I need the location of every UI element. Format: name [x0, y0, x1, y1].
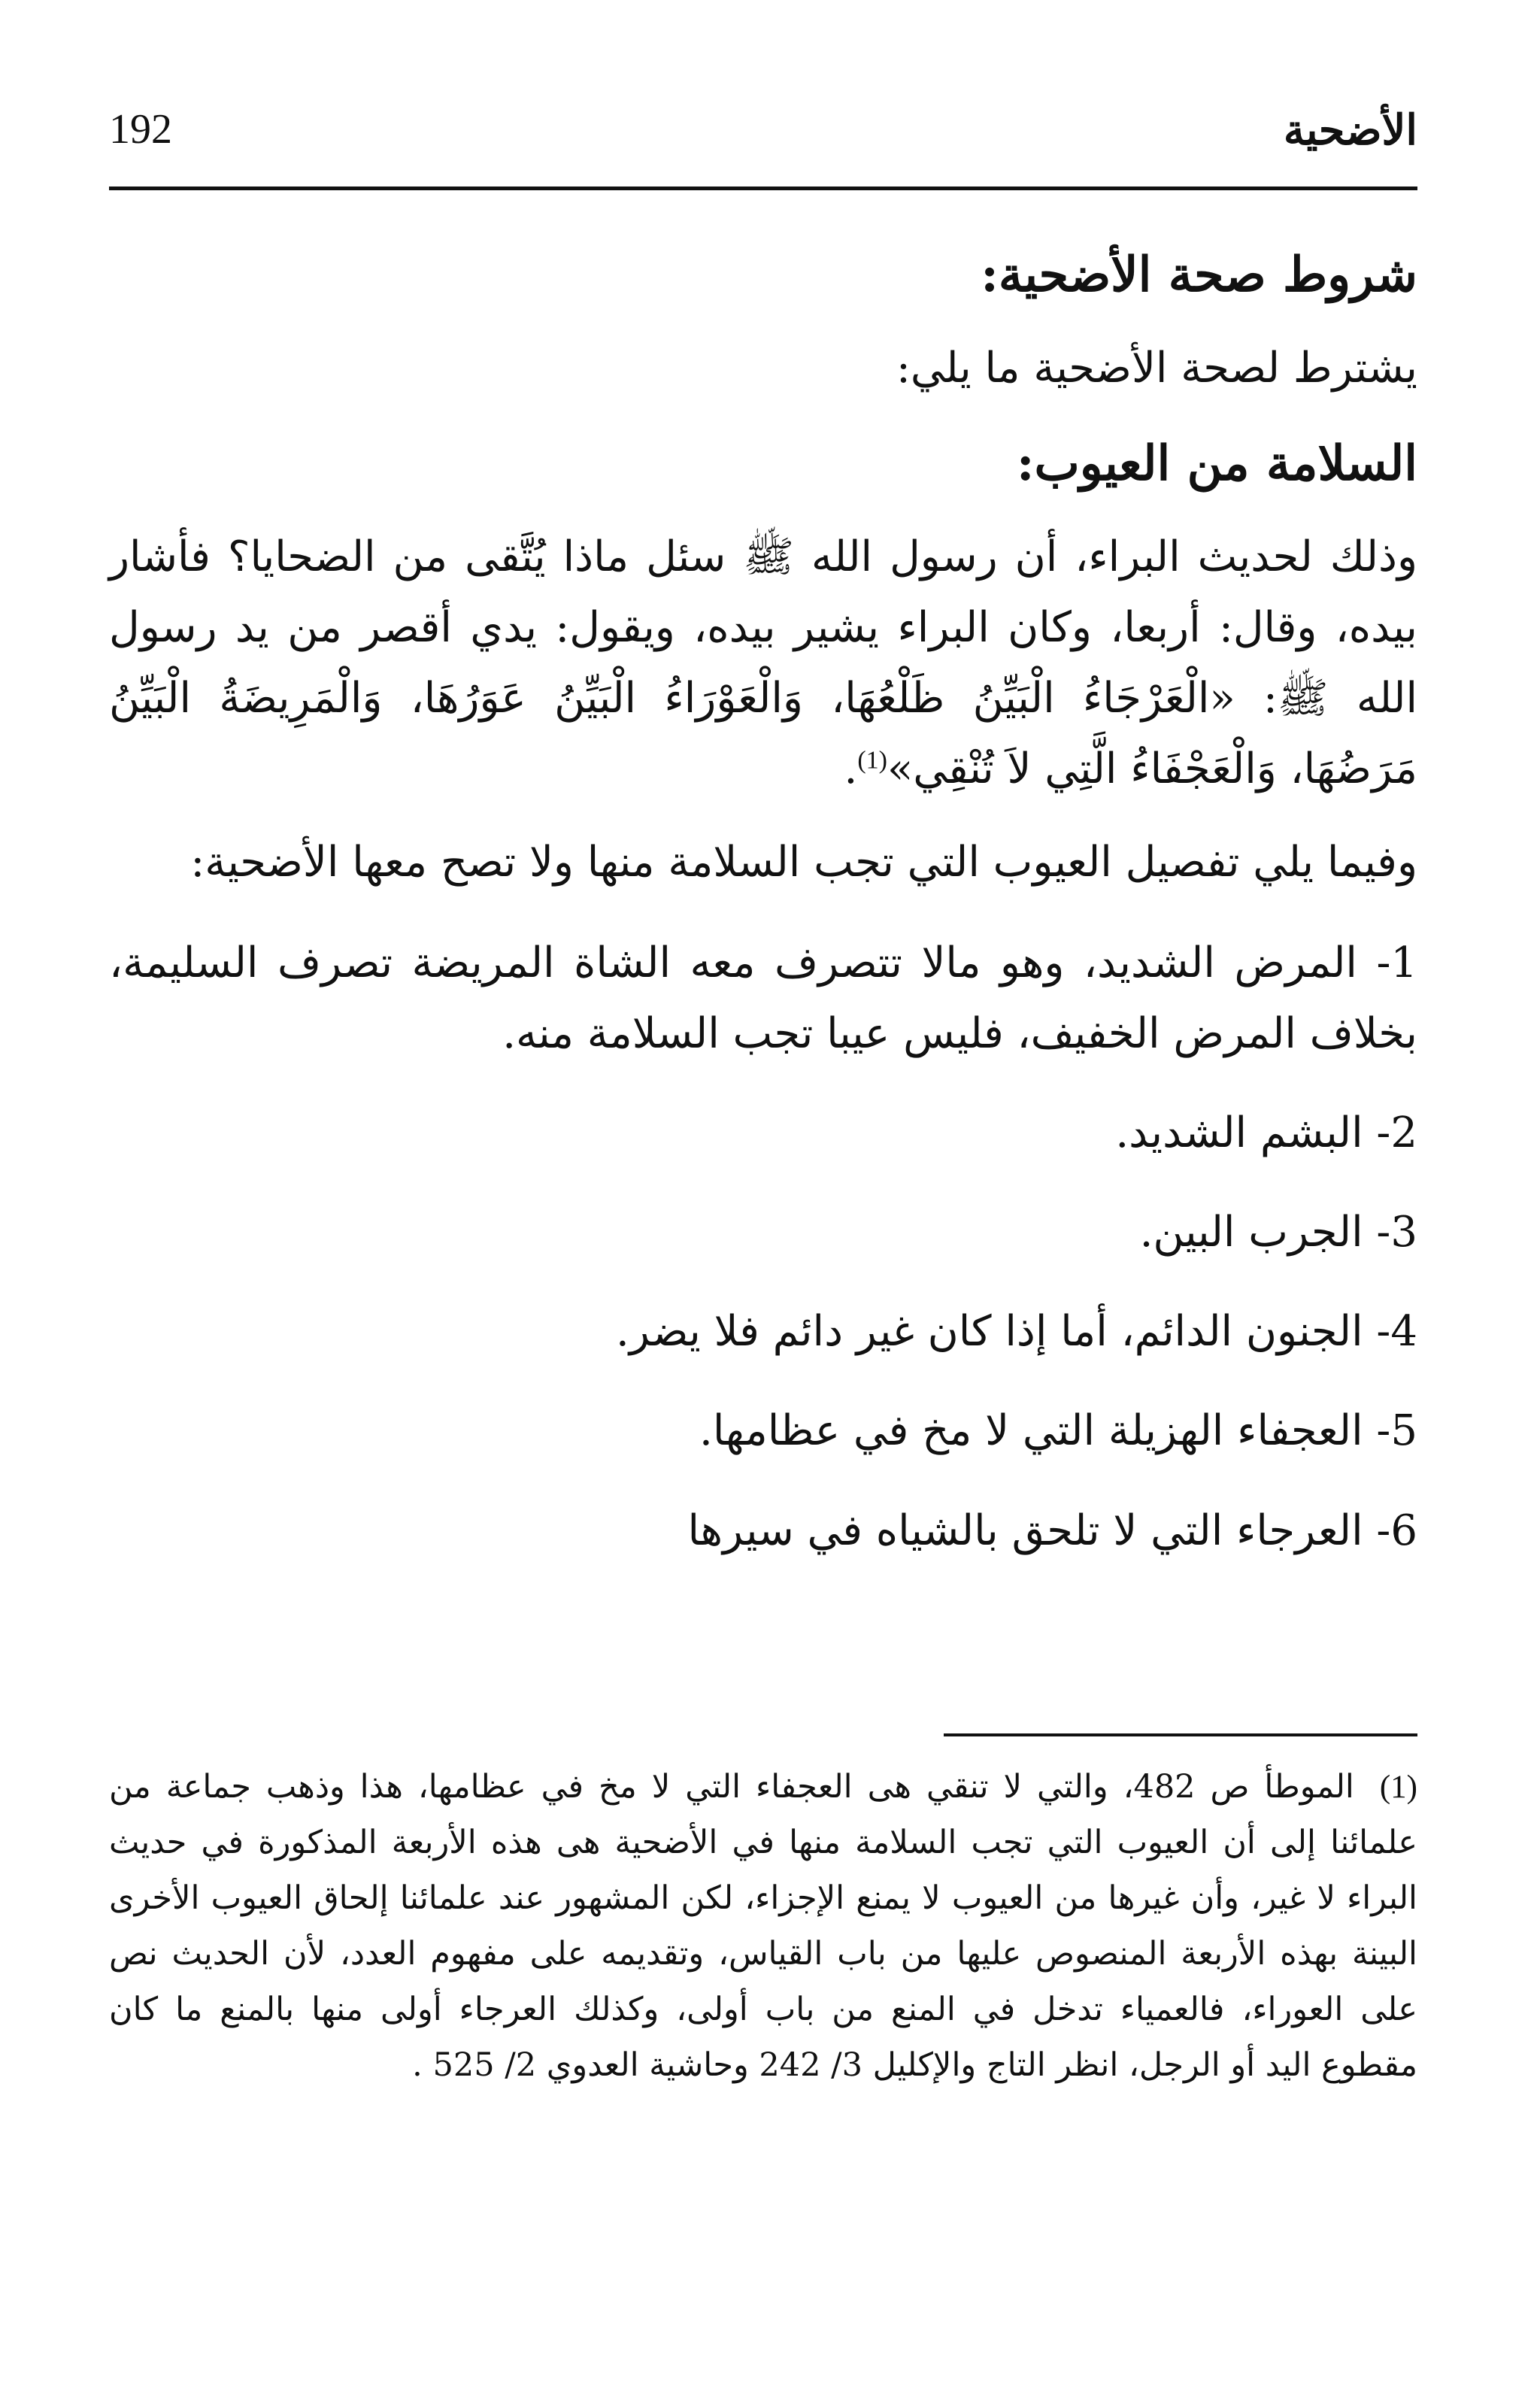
section-heading: شروط صحة الأضحية: — [981, 247, 1417, 303]
running-title: الأضحية — [1283, 105, 1417, 155]
details-paragraph: وفيما يلي تفصيل العيوب التي تجب السلامة منها ولا تصح معها الأضحية: — [190, 837, 1417, 887]
footnote-marker: (1) — [1379, 1770, 1417, 1805]
list-item: 1- المرض الشديد، وهو مالا تتصرف معه الشاة المريضة تصرف السليمة، بخلاف المرض الخفيف، فليس عيبا تجب السلامة منه. — [109, 939, 1417, 1059]
header-rule — [109, 187, 1417, 190]
page-header — [109, 98, 1417, 173]
list-item: 4- الجنون الدائم، أما إذا كان غير دائم فلا يضر. — [616, 1307, 1417, 1357]
hadith-paragraph — [109, 522, 1417, 805]
subsection-heading: السلامة من العيوب: — [1016, 435, 1417, 492]
footnote-reference: (1) — [857, 746, 887, 775]
page-number: 192 — [109, 106, 172, 153]
footnote-rule — [944, 1733, 1417, 1736]
list-item: 5- العجفاء الهزيلة التي لا مخ في عظامها. — [699, 1406, 1417, 1456]
footnote — [109, 1760, 1417, 2094]
list-item: 2- البشم الشديد. — [1115, 1108, 1417, 1158]
list-item: 6- العرجاء التي لا تلحق بالشياه في سيرها — [687, 1506, 1417, 1555]
hadith-text: وذلك لحديث البراء، أن رسول الله ﷺ سئل ماذا يُتَّقى من الضحايا؟ فأشار بيده، وقال: أربعا، وكان البراء يشير بيده، ويقول: يدي أقصر من يد رسول الله ﷺ: «الْعَرْجَاءُ الْبَيِّنُ ظَلْعُهَا، وَالْعَوْرَاءُ الْبَيِّنُ عَوَرُهَا، وَالْمَرِيضَةُ الْبَيِّنُ مَرَضُهَا، وَالْعَجْفَاءُ الَّتِي لاَ تُنْقِي» — [109, 532, 1417, 793]
main-text — [109, 226, 1417, 1595]
section-intro: يشترط لصحة الأضحية ما يلي: — [896, 343, 1417, 393]
list-item: 3- الجرب البين. — [1139, 1208, 1417, 1257]
footnote-text: الموطأ ص 482، والتي لا تنقي هى العجفاء التي لا مخ في عظامها، هذا وذهب جماعة من علمائنا إلى أن العيوب التي تجب السلامة منها في الأضحية هى هذه الأربعة المذكورة في حديث البراء لا غير، وأن غيرها من العيوب لا يمنع الإجزاء، لكن المشهور عند علمائنا إلحاق العيوب الأخرى البينة بهذه الأربعة المنصوص عليها من باب القياس، وتقديمه على مفهوم العدد، لأن الحديث نص على العوراء، فالعمياء تدخل في المنع من باب أولى، وكذلك العرجاء أولى منها بالمنع ما كان مقطوع اليد أو الرجل، انظر التاج والإكليل 3/ 242 وحاشية العدوي 2/ 525 . — [109, 1768, 1417, 2084]
hadith-end: . — [844, 744, 858, 793]
defects-list — [109, 928, 1417, 1566]
